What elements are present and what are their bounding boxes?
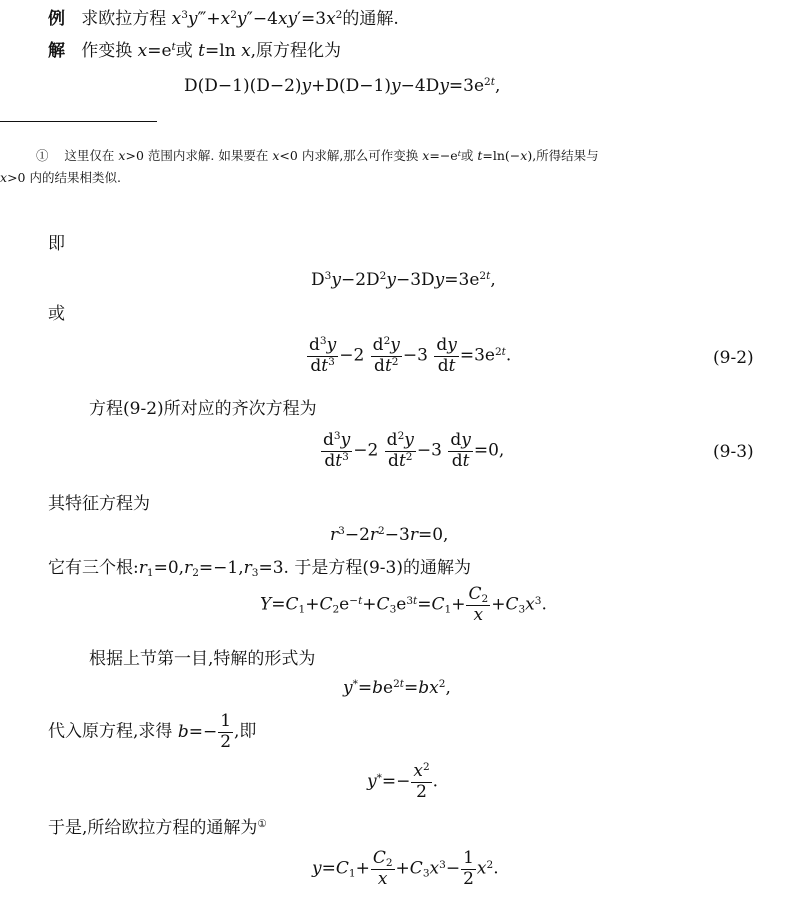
euler-equation: $x^3y‴+x^2y''-4xy'=3x^2$ (171, 9, 343, 29)
final-footnote-marker: ① (257, 818, 267, 831)
solution-line (48, 43, 341, 60)
equation-number-9-2: (9-2) (713, 348, 754, 368)
characteristic-intro: 其特征方程为 (48, 494, 150, 514)
example-label: 例 (48, 9, 65, 29)
solution-text-b: 或 (175, 41, 193, 61)
d3y-fraction: $\frac{d^3y}{dt^3}$ (309, 335, 337, 376)
one-half-final: $\frac{1}{2}$ (463, 848, 474, 889)
solution-text-c: ,原方程化为 (250, 41, 342, 61)
footnote-math-1: x>0 (118, 148, 144, 163)
one-half: $\frac{1}{2}$ (220, 711, 232, 752)
operator-equation: $D(D-1)(D-2)y+D(D-1)y-4Dy=3e^{2t}$, (184, 76, 501, 96)
substitution-1: $x=e^t$ (137, 41, 176, 61)
example-text-after: 的通解. (342, 9, 399, 29)
homogeneous-general-solution: $Y=C_1+C_2e^{-t}+C_3e^{3t}=C_1+$ $\frac{C_2}{x}$ $+C_3x^3$. (260, 584, 547, 625)
substitute-text-a: 代入原方程,求得 (48, 721, 173, 742)
equation-9-3: $\frac{d^3y}{dt^3}$ −2 $\frac{d^2y}{dt^2}$ −3 $\frac{dy}{dt}$ =0, (323, 430, 505, 471)
reduced-operator-equation: $D^3y-2D^2y-3Dy=3e^{2t}$, (311, 270, 496, 290)
x2-over-2: $\frac{x^2}{2}$ (413, 761, 430, 802)
footnote-math-5: x>0 (0, 170, 26, 185)
homogeneous-intro: 方程(9-2)所对应的齐次方程为 (89, 399, 317, 419)
text-ji: 即 (48, 234, 65, 254)
d3y-fraction-2: $\frac{d^3y}{dt^3}$ (323, 430, 351, 471)
d2y-fraction: $\frac{d^2y}{dt^2}$ (372, 335, 400, 376)
substitute-line (48, 712, 256, 752)
footnote-line-2 (0, 172, 121, 185)
substitute-text-b: ,即 (234, 721, 257, 742)
roots-values: $r_1=0,r_2=-1,r_3=3$ (138, 558, 284, 580)
b-value: b=− $\frac{1}{2}$ (177, 711, 232, 752)
footnote-text-f: 内的结果相类似. (29, 170, 121, 185)
substitution-2: t=ln x (198, 41, 251, 61)
roots-text-b: . 于是方程(9-3)的通解为 (283, 558, 471, 578)
dy-fraction-2: $\frac{dy}{dt}$ (450, 430, 471, 471)
equation-number-9-3: (9-3) (713, 442, 754, 462)
footnote-marker: ① (36, 148, 49, 163)
footnote-text-d: 或 (460, 148, 474, 163)
roots-line (48, 558, 471, 580)
footnote-text-b: 范围内求解. 如果要在 (147, 148, 269, 163)
text-huo: 或 (48, 304, 65, 324)
example-text-before: 求欧拉方程 (81, 9, 167, 29)
particular-solution: y*=− $\frac{x^2}{2}$ . (367, 761, 439, 802)
final-intro: 于是,所给欧拉方程的通解为 (48, 818, 258, 838)
footnote-math-2: x<0 (272, 148, 298, 163)
footnote-text-e: ,所得结果与 (532, 148, 599, 163)
footnote-rule (0, 121, 157, 122)
d2y-fraction-2: $\frac{d^2y}{dt^2}$ (386, 430, 414, 471)
footnote-math-4: t=ln(−x) (477, 148, 533, 163)
equation-9-2: $\frac{d^3y}{dt^3}$ −2 $\frac{d^2y}{dt^2}$ −3 $\frac{dy}{dt}$ $=3e^{2t}$. (309, 335, 512, 376)
footnote-text-a: 这里仅在 (64, 148, 115, 163)
c2-over-x-final: $\frac{C_2}{x}$ (372, 848, 393, 889)
footnote-math-3: $x=-e^t$ (422, 148, 461, 163)
particular-form: $y^*=be^{2t}=bx^2$, (343, 678, 451, 698)
characteristic-equation: $r^3-2r^2-3r=0$, (330, 525, 449, 545)
roots-text-a: 它有三个根: (48, 558, 139, 578)
footnote-text-c: 内求解,那么可作变换 (301, 148, 419, 163)
solution-label: 解 (48, 41, 65, 61)
final-general-solution: $y=C_1+$ $\frac{C_2}{x}$ $+C_3x^3-$ $\frac{1}{2}$ $x^2$. (312, 848, 499, 889)
c2-over-x: $\frac{C_2}{x}$ (468, 584, 489, 625)
particular-intro: 根据上节第一目,特解的形式为 (89, 649, 316, 669)
dy-fraction: $\frac{dy}{dt}$ (436, 335, 457, 376)
example-line (48, 11, 399, 28)
final-intro-line (48, 820, 267, 837)
solution-text-a: 作变换 (81, 41, 133, 61)
footnote-line-1 (36, 150, 599, 163)
